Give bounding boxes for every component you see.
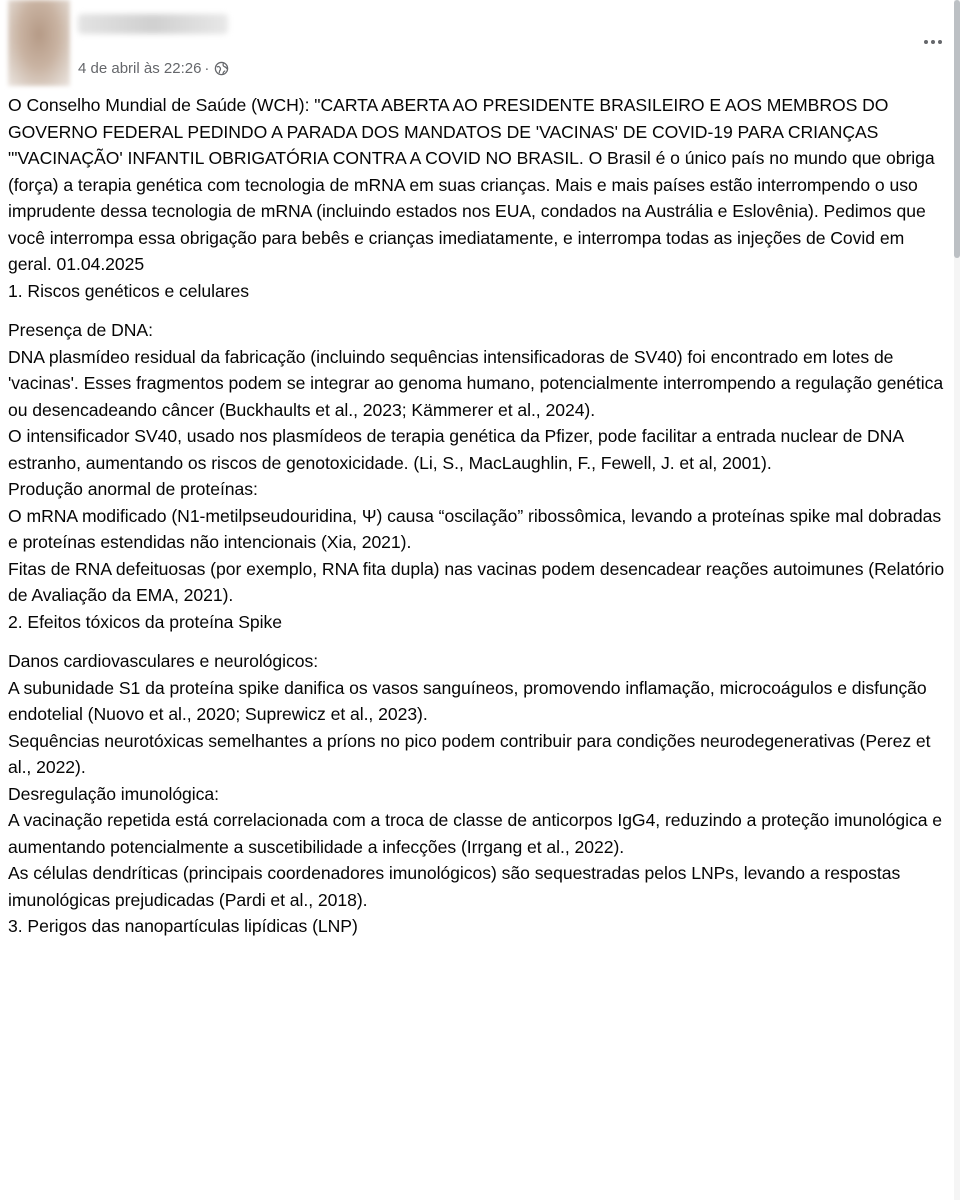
post-meta [78,56,229,80]
section-title: 1. Riscos genéticos e celulares [8,280,249,301]
post-header [0,0,960,90]
section-title: 3. Perigos das nanopartículas lipídicas (LNP) [8,916,358,936]
paragraph: DNA plasmídeo residual da fabricação (incluindo sequências intensificadoras de SV40) foi encontrado em lotes de 'vacinas'. Esses fragmentos podem se integrar ao genoma humano, potencialmente interrompendo a regulação genética ou desencadeando câncer (Buckhaults et al., 2023; Kämmerer et al., 2024). [8,346,944,420]
meta-separator: · [204,59,210,77]
paragraph: O mRNA modificado (N1-metilpseudouridina, Ψ) causa “oscilação” ribossômica, levando a proteínas spike mal dobradas e proteínas estendidas não intencionais (Xia, 2021). [8,505,942,552]
globe-icon[interactable] [214,61,229,76]
subheading: Danos cardiovasculares e neurológicos: [8,651,319,671]
section-title: 2. Efeitos tóxicos da proteína Spike [8,611,282,632]
paragraph: Fitas de RNA defeituosas (por exemplo, RNA fita dupla) nas vacinas podem desencadear reações autoimunes (Relatório de Avaliação da EMA, 2021). [8,558,945,605]
more-dot [924,40,928,44]
paragraph: Sequências neurotóxicas semelhantes a príons no pico podem contribuir para condições neurodegenerativas (Perez et al., 2022). [8,730,931,777]
paragraph: As células dendríticas (principais coordenadores imunológicos) são sequestradas pelos LNPs, levando a respostas imunológicas prejudicadas (Pardi et al., 2018). [8,863,901,910]
avatar[interactable] [8,0,70,86]
paragraph: A vacinação repetida está correlacionada com a troca de classe de anticorpos IgG4, reduzindo a proteção imunológica e aumentando potencialmente a suscetibilidade a infecções (Irrgang et al., 2022). [8,810,943,857]
paragraph: O intensificador SV40, usado nos plasmídeos de terapia genética da Pfizer, pode facilitar a entrada nuclear de DNA estranho, aumentando os riscos de genotoxicidade. (Li, S., MacLaughlin, F., Fewell, J. et al, 2001). [8,426,904,473]
post-intro: O Conselho Mundial de Saúde (WCH): "CARTA ABERTA AO PRESIDENTE BRASILEIRO E AOS MEMBROS DO GOVERNO FEDERAL PEDINDO A PARADA DOS MANDATOS DE 'VACINAS' DE COVID-19 PARA CRIANÇAS "'VACINAÇÃO' INFANTIL OBRIGATÓRIA CONTRA A COVID NO BRASIL. O Brasil é o único país no mundo que obriga (força) a terapia genética com tecnologia de mRNA em suas crianças. Mais e mais países estão interrompendo o uso imprudente dessa tecnologia de mRNA (incluindo estados nos EUA, condados na Austrália e Eslovênia). Pedimos que você interrompa essa obrigação para bebês e crianças imediatamente, e interrompa todas as injeções de Covid em geral. 01.04.2025 [8,95,935,274]
author-name[interactable] [78,14,228,34]
subheading: Presença de DNA: [8,320,153,340]
more-horizontal-icon[interactable] [920,32,946,52]
subheading: Desregulação imunológica: [8,783,219,804]
post-timestamp[interactable]: 4 de abril às 22:26 [78,59,202,77]
subheading: Produção anormal de proteínas: [8,479,258,499]
post-body [8,92,952,940]
more-dot [931,40,935,44]
scrollbar-thumb[interactable] [954,0,960,258]
more-dot [938,40,942,44]
paragraph: A subunidade S1 da proteína spike danifica os vasos sanguíneos, promovendo inflamação, microcoágulos e disfunção endotelial (Nuovo et al., 2020; Suprewicz et al., 2023). [8,677,927,724]
